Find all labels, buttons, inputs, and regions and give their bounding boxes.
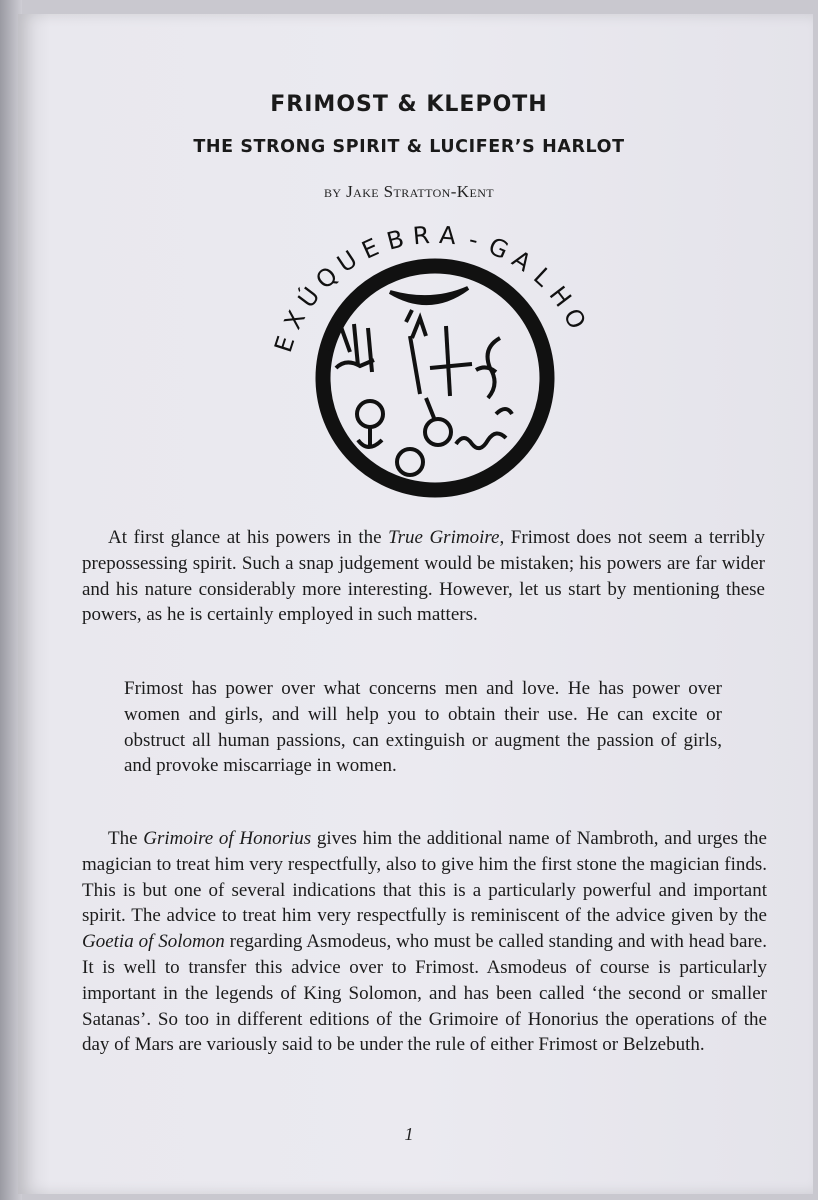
page-subtitle: THE STRONG SPIRIT & LUCIFER’S HARLOT [193, 137, 625, 157]
seal-letter: H [543, 280, 577, 313]
seal-letter: G [484, 231, 513, 265]
italic-title-honorius: Grimoire of Honorius [143, 828, 312, 849]
byline-author: Jake Stratton-Kent [346, 182, 495, 201]
seal-letter: B [383, 224, 407, 256]
seal-letter: X [278, 306, 312, 334]
seal-sigil-image [250, 218, 592, 518]
seal-letter: O [557, 303, 592, 334]
byline [0, 182, 818, 202]
seal-letter: Ú [292, 282, 326, 314]
seal-letter: U [332, 245, 363, 279]
seal-letter: R [411, 220, 431, 251]
paragraph-honorius: The Grimoire of Honorius gives him the additional name of Nambroth, and urges the magician to treat him very respectfully, also to give him the first stone the magician finds. This is but one of several indications that this is a particularly powerful and important spirit. The advice to treat him very respectfully is reminiscent of the advice given by the Goetia of Solomon regarding Asmodeus, who must be called standing and with head bare. It is well to transfer this advice over to Frimost. Asmodeus of course is particularly important in the legends of King Solomon, and has been called ‘the second or smaller Satanas’. So too in different editions of the Grimoire of Honorius the operations of the day of Mars are variously said to be under the rule of either Frimost or Belzebuth. [82, 828, 767, 1056]
byline-prefix: by [323, 182, 342, 201]
quote-text: Frimost has power over what concerns men and love. He has power over women and girls, and will help you to obtain their use. He can excite or obstruct all human passions, can extinguish or augment the passion of girls, and provoke miscarriage in women. [124, 678, 722, 777]
seal-letter: A [438, 220, 457, 251]
seal-glyph-center [406, 310, 472, 445]
seal-letter: Q [310, 261, 344, 295]
paragraph-intro: At first glance at his powers in the True Grimoire, Frimost does not seem a terribly prepossessing spirit. Such a snap judgement would be mistaken; his powers are far wider and his nature considerably more interesting. However, let us start by mentioning these powers, as he is certainly employed in such matters. [82, 527, 765, 626]
seal-small-circle [397, 449, 423, 475]
crescent-moon-icon [390, 288, 468, 303]
italic-title-true-grimoire: True Grimoire [388, 527, 500, 548]
seal-letter: E [357, 232, 383, 265]
seal-glyph-right [456, 338, 512, 448]
page-number: 1 [404, 1124, 414, 1144]
seal-letter: E [269, 332, 301, 356]
block-quote [124, 676, 722, 779]
seal-letter: L [528, 262, 557, 292]
italic-title-goetia: Goetia of Solomon [82, 931, 225, 953]
seal-letter: A [507, 244, 537, 278]
page-title: FRIMOST & KLEPOTH [270, 92, 548, 117]
seal-letter: - [466, 225, 482, 255]
